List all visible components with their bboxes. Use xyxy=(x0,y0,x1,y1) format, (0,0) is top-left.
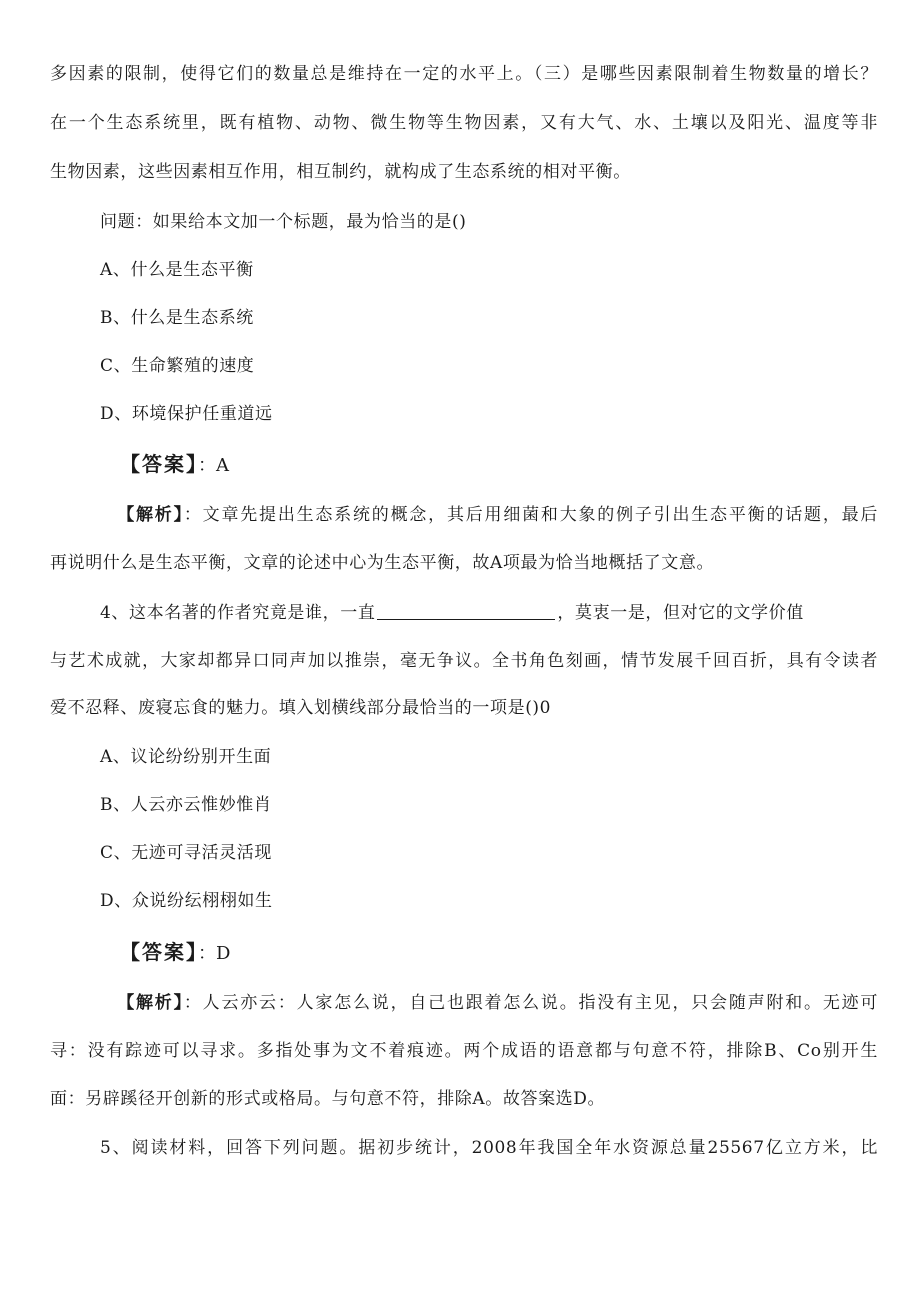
answer-line xyxy=(120,452,229,478)
analysis-line: 寻：没有踪迹可以寻求。多指处事为文不着痕迹。两个成语的语意都与句意不符，排除B、Co别开生 xyxy=(50,1041,878,1061)
analysis-label: 【解析】 xyxy=(116,505,184,525)
option-b: B、什么是生态系统 xyxy=(100,308,254,328)
q5-line: 5、阅读材料，回答下列问题。据初步统计，2008年我国全年水资源总量25567亿立方米，比 xyxy=(100,1138,878,1158)
analysis-text: ：文章先提出生态系统的概念，其后用细菌和大象的例子引出生态平衡的话题，最后 xyxy=(183,505,879,525)
analysis-line xyxy=(50,503,878,527)
answer-label: 【答案】 xyxy=(120,452,198,476)
q4-line: 爱不忍释、废寝忘食的魅力。填入划横线部分最恰当的一项是()0 xyxy=(50,698,552,718)
question-text: 问题：如果给本文加一个标题，最为恰当的是() xyxy=(100,212,467,232)
q4-text-end: ，莫衷一是，但对它的文学价值 xyxy=(557,603,804,623)
q4-line xyxy=(100,601,804,625)
q4-line: 与艺术成就，大家却都异口同声加以推崇，毫无争议。全书角色刻画，情节发展千回百折，具有令读者 xyxy=(50,651,878,671)
answer-value: ：D xyxy=(198,943,231,964)
passage-line: 生物因素，这些因素相互作用，相互制约，就构成了生态系统的相对平衡。 xyxy=(50,162,631,182)
option-d: D、众说纷纭栩栩如生 xyxy=(100,891,273,911)
fill-blank xyxy=(377,601,555,620)
option-a: A、议论纷纷别开生面 xyxy=(100,747,272,767)
option-c: C、无迹可寻活灵活现 xyxy=(100,843,273,863)
analysis-label: 【解析】 xyxy=(116,993,184,1013)
analysis-text: ：人云亦云：人家怎么说，自己也跟着怎么说。指没有主见，只会随声附和。无迹可 xyxy=(183,993,879,1013)
option-d: D、环境保护任重道远 xyxy=(100,404,273,424)
analysis-line xyxy=(50,991,878,1015)
option-b: B、人云亦云惟妙惟肖 xyxy=(100,795,272,815)
option-a: A、什么是生态平衡 xyxy=(100,260,254,280)
answer-value: ：A xyxy=(198,455,229,476)
q4-text-start: 4、这本名著的作者究竟是谁，一直 xyxy=(100,603,376,623)
option-c: C、生命繁殖的速度 xyxy=(100,356,255,376)
analysis-line: 再说明什么是生态平衡，文章的论述中心为生态平衡，故A项最为恰当地概括了文意。 xyxy=(50,553,715,573)
analysis-line: 面：另辟蹊径开创新的形式或格局。与句意不符，排除A。故答案选D。 xyxy=(50,1089,606,1109)
passage-line: 在一个生态系统里，既有植物、动物、微生物等生物因素，又有大气、水、土壤以及阳光、温度等非 xyxy=(50,113,878,133)
answer-line xyxy=(120,940,230,966)
passage-line: 多因素的限制，使得它们的数量总是维持在一定的水平上。（三）是哪些因素限制着生物数量的增长？ xyxy=(50,64,878,84)
answer-label: 【答案】 xyxy=(120,940,198,964)
